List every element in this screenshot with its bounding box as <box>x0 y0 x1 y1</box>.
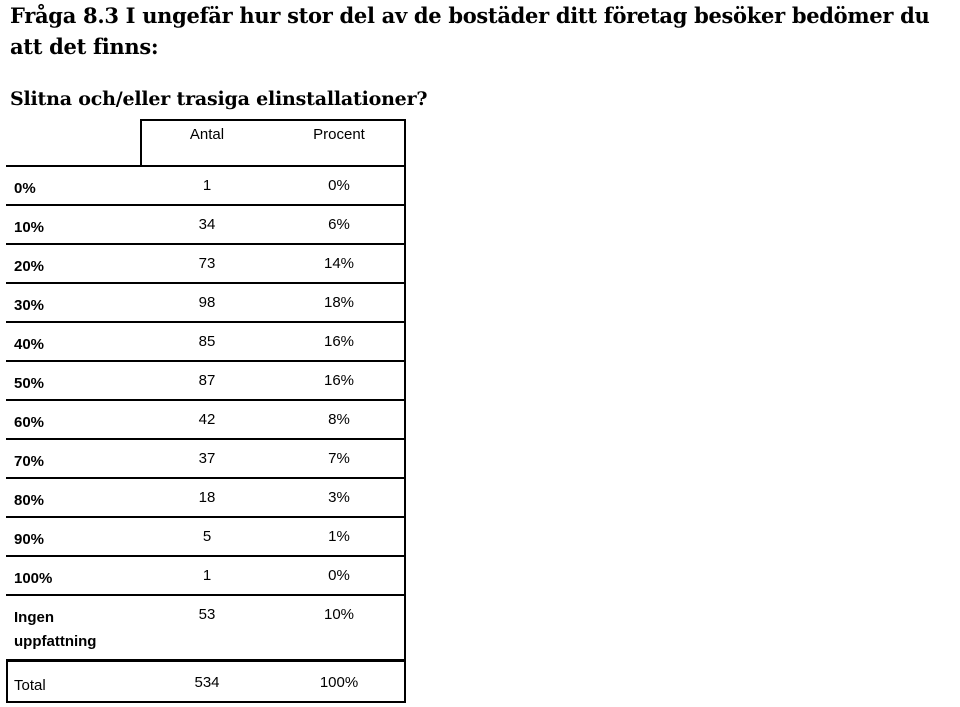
row-procent: 6% <box>274 206 406 243</box>
table-row <box>6 245 406 284</box>
row-label: 20% <box>14 258 45 275</box>
column-header-antal: Antal <box>189 126 225 143</box>
row-label: 10% <box>14 219 45 236</box>
row-antal: 1 <box>202 177 212 194</box>
row-procent: 16% <box>274 323 406 360</box>
row-antal: 37 <box>198 450 216 467</box>
table-header-row <box>6 119 406 167</box>
row-label: 50% <box>14 375 45 392</box>
table-row <box>6 440 406 479</box>
row-procent: 0% <box>274 167 406 204</box>
table-row <box>6 596 406 662</box>
row-procent: 14% <box>274 245 406 282</box>
table-row <box>6 401 406 440</box>
total-procent: 100% <box>274 662 406 701</box>
row-antal: 1 <box>202 567 212 584</box>
row-label: 60% <box>14 414 45 431</box>
table-row <box>6 206 406 245</box>
question-subheading: Slitna och/eller trasiga elinstallationer? <box>10 88 428 110</box>
row-procent: 3% <box>274 479 406 516</box>
table-row <box>6 167 406 206</box>
table-row <box>6 362 406 401</box>
row-procent: 7% <box>274 440 406 477</box>
row-antal: 5 <box>202 528 212 545</box>
row-antal: 87 <box>198 372 216 389</box>
row-procent: 10% <box>274 596 406 659</box>
row-antal: 98 <box>198 294 216 311</box>
table-row <box>6 284 406 323</box>
table-row <box>6 323 406 362</box>
column-header-procent: Procent <box>274 119 406 165</box>
table-row <box>6 479 406 518</box>
row-label: 0% <box>14 180 36 197</box>
row-antal: 73 <box>198 255 216 272</box>
row-procent: 16% <box>274 362 406 399</box>
row-label: 30% <box>14 297 45 314</box>
row-label: 40% <box>14 336 45 353</box>
row-antal: 53 <box>198 606 216 623</box>
row-procent: 8% <box>274 401 406 438</box>
total-antal: 534 <box>194 674 220 691</box>
row-antal: 34 <box>198 216 216 233</box>
row-antal: 42 <box>198 411 216 428</box>
row-antal: 18 <box>198 489 216 506</box>
results-table <box>6 119 406 703</box>
row-procent: 18% <box>274 284 406 321</box>
row-label: Ingen uppfattning <box>14 609 97 650</box>
row-procent: 1% <box>274 518 406 555</box>
row-label: 70% <box>14 453 45 470</box>
row-antal: 85 <box>198 333 216 350</box>
table-row <box>6 557 406 596</box>
total-row <box>6 662 406 703</box>
row-label: 100% <box>14 570 53 587</box>
row-label: 90% <box>14 531 45 548</box>
row-procent: 0% <box>274 557 406 594</box>
question-heading: Fråga 8.3 I ungefär hur stor del av de bostäder ditt företag besöker bedömer du att det finns: <box>10 3 930 59</box>
total-label: Total <box>14 677 46 694</box>
row-label: 80% <box>14 492 45 509</box>
table-row <box>6 518 406 557</box>
